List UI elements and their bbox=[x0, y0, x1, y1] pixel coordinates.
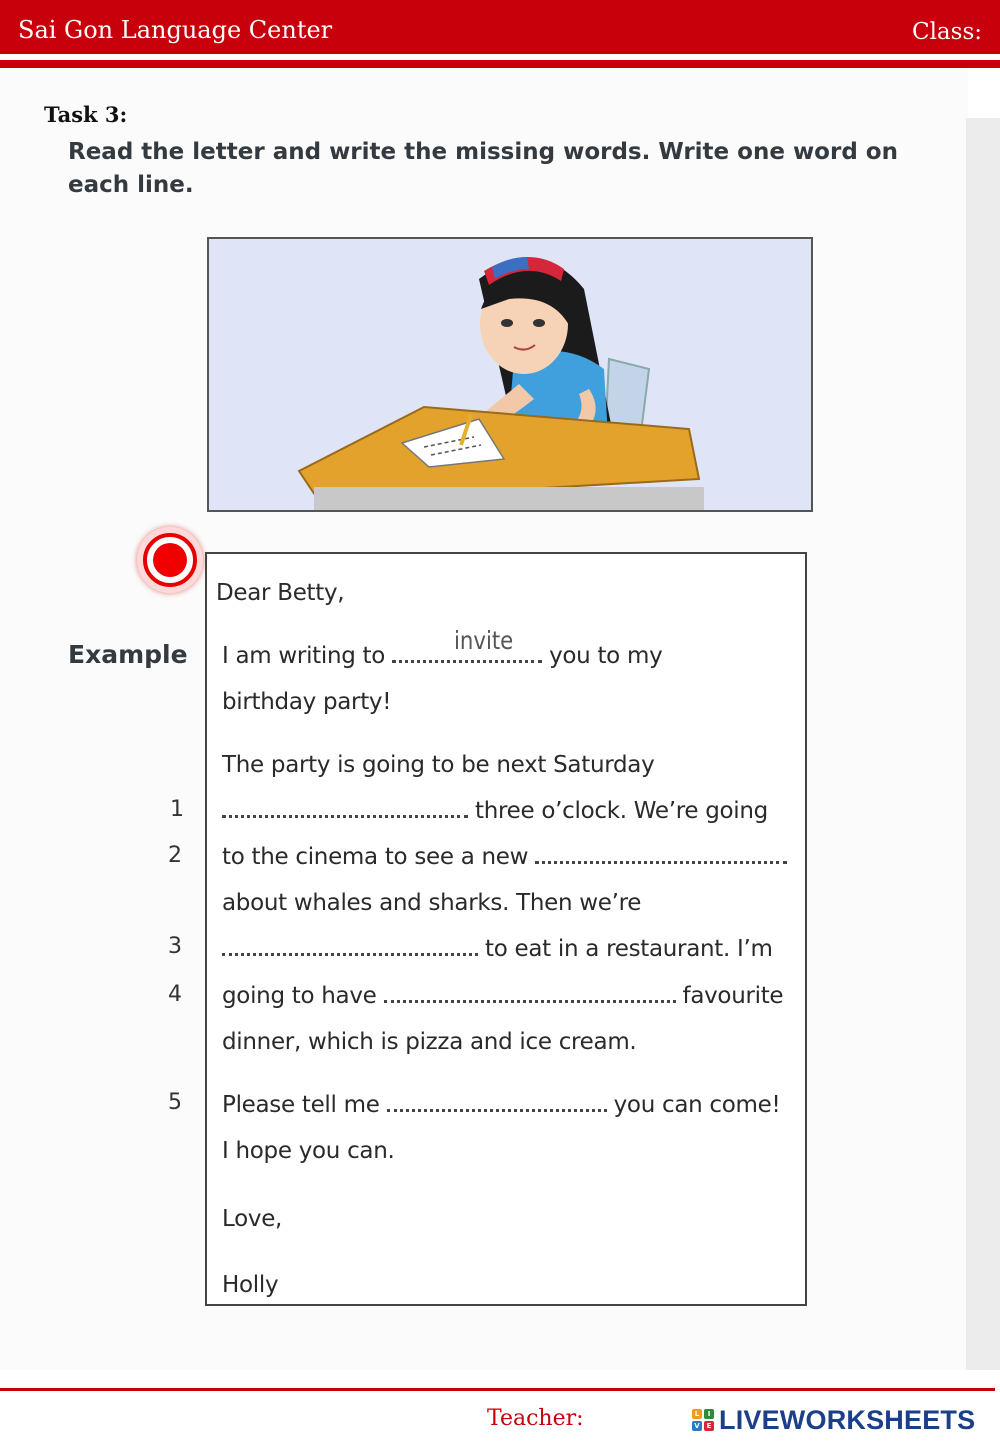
page-edge-shadow bbox=[966, 118, 1000, 1370]
liveworksheets-brand: LIVEWORKSHEETS bbox=[719, 1404, 976, 1435]
question-4-line bbox=[222, 983, 783, 1009]
question-number-3: 3 bbox=[168, 934, 182, 959]
question-3-line bbox=[222, 936, 773, 962]
answer-input-3[interactable] bbox=[222, 948, 478, 956]
letter-line: about whales and sharks. Then we’re bbox=[222, 890, 642, 916]
example-line bbox=[222, 643, 662, 669]
example-text-before: I am writing to bbox=[222, 643, 386, 669]
letter-line: The party is going to be next Saturday bbox=[222, 752, 655, 778]
question-number-2: 2 bbox=[168, 843, 182, 868]
letter-line: I hope you can. bbox=[222, 1138, 395, 1164]
liveworksheets-logo-icon: L I V E bbox=[692, 1409, 714, 1431]
question-2-line bbox=[222, 844, 787, 870]
instruction-line-1: Read the letter and write the missing words. Write one word on bbox=[68, 139, 898, 165]
example-text-after: you to my bbox=[549, 643, 663, 669]
header-divider bbox=[0, 60, 1000, 68]
instruction-line-2: each line. bbox=[68, 172, 194, 198]
letter-greeting: Dear Betty, bbox=[216, 580, 345, 606]
task-label: Task 3: bbox=[44, 102, 128, 127]
girl-writing-illustration bbox=[209, 239, 811, 510]
example-label: Example bbox=[68, 640, 188, 669]
answer-input-5[interactable] bbox=[387, 1104, 607, 1112]
record-icon bbox=[153, 543, 187, 577]
teacher-label: Teacher: bbox=[487, 1406, 584, 1431]
letter-signature: Holly bbox=[222, 1272, 279, 1298]
class-label: Class: bbox=[911, 19, 982, 45]
illustration-girl-writing bbox=[207, 237, 813, 512]
question-number-1: 1 bbox=[170, 797, 184, 822]
example-answer-line bbox=[392, 655, 542, 663]
example-answer: invite bbox=[454, 626, 514, 655]
question-5-text-before: Please tell me bbox=[222, 1092, 380, 1118]
question-5-text-after: you can come! bbox=[613, 1092, 781, 1118]
answer-input-2[interactable] bbox=[535, 856, 787, 864]
question-number-5: 5 bbox=[168, 1090, 182, 1115]
question-4-text-before: going to have bbox=[222, 983, 377, 1009]
letter-line: dinner, which is pizza and ice cream. bbox=[222, 1029, 637, 1055]
record-button[interactable] bbox=[137, 527, 203, 593]
footer-divider bbox=[0, 1388, 995, 1391]
task-instruction bbox=[68, 136, 948, 202]
center-name: Sai Gon Language Center bbox=[18, 16, 333, 44]
answer-input-4[interactable] bbox=[384, 995, 676, 1003]
letter-closing: Love, bbox=[222, 1206, 283, 1232]
question-5-line bbox=[222, 1092, 780, 1118]
question-3-text-after: to eat in a restaurant. I’m bbox=[485, 936, 773, 962]
example-line-2: birthday party! bbox=[222, 689, 392, 715]
question-number-4: 4 bbox=[168, 982, 182, 1007]
answer-input-1[interactable] bbox=[222, 810, 468, 818]
question-1-text-after: three o’clock. We’re going bbox=[475, 798, 768, 824]
question-2-text-before: to the cinema to see a new bbox=[222, 844, 529, 870]
liveworksheets-logo[interactable] bbox=[692, 1404, 975, 1436]
question-4-text-after: favourite bbox=[682, 983, 784, 1009]
question-1-line bbox=[222, 798, 768, 824]
